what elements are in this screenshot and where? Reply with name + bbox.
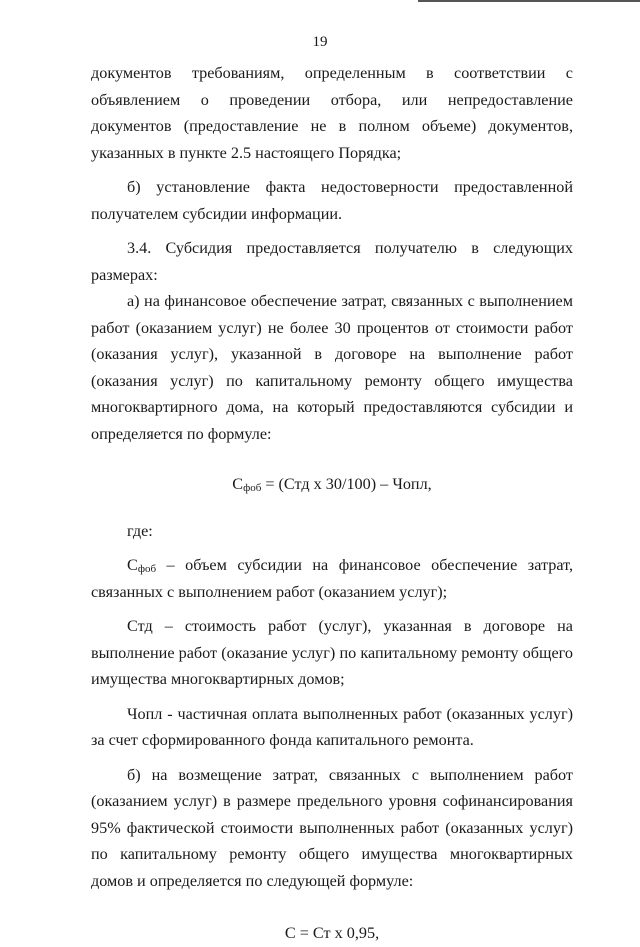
paragraph-item-a: а) на финансовое обеспечение затрат, связанных с выполнением работ (оказанием услуг) не более 30 процентов от стоимости работ (оказания услуг), указанной в договоре на выполнение работ (оказания услуг) по капитальному ремонту общего имущества многоквартирного дома, на который предоставляются субсидии и определяется по формуле: [91, 292, 573, 443]
item-b-text: установление факта недостоверности предоставленной получателем субсидии информации. [91, 178, 573, 223]
paragraph-3-4: 3.4. Субсидия предоставляется получателю в следующих размерах: [91, 239, 573, 284]
formula-1-symbol: С [232, 475, 244, 493]
def-1-subscript: фоб [137, 563, 157, 575]
paragraph-continuation: документов требованиям, определенным в соответствии с объявлением о проведении отбора, или непредоставление документов (предоставление не в полном объеме) документов, указанных в пункте 2.5 настоящего Порядка; [91, 64, 573, 162]
definition-sfob [91, 552, 573, 605]
document-body [91, 60, 573, 947]
formula-reimbursement: С = Ст х 0,95, [284, 924, 380, 942]
definition-chopl: Чопл - частичная оплата выполненных работ (оказанных услуг) за счет сформированного фонда капитального ремонта. [91, 704, 573, 749]
page-number: 19 [312, 34, 328, 50]
where-label: где: [127, 521, 153, 540]
formula-subsidy-financing [91, 471, 573, 498]
formula-1-expression: = (Стд х 30/100) – Чопл, [265, 475, 432, 493]
formula-1-subscript: фоб [243, 482, 262, 494]
item-b-label: б) [127, 178, 141, 196]
def-1-text: – объем субсидии на финансовое обеспечение затрат, связанных с выполнением работ (оказанием услуг); [91, 556, 573, 601]
def-1-symbol: С [127, 556, 138, 574]
paragraph-item-b-reimbursement: б) на возмещение затрат, связанных с выполнением работ (оказанием услуг) в размере предельного уровня софинансирования 95% фактической стоимости выполненных работ (оказанных услуг) по капитальному ремонту общего имущества многоквартирных домов и определяется по следующей формуле: [91, 765, 573, 890]
top-rule [418, 0, 640, 2]
definition-std: Стд – стоимость работ (услуг), указанная в договоре на выполнение работ (оказание услуг) по капитальному ремонту общего имущества многоквартирных домов; [91, 617, 573, 688]
paragraph-item-b [91, 174, 573, 227]
